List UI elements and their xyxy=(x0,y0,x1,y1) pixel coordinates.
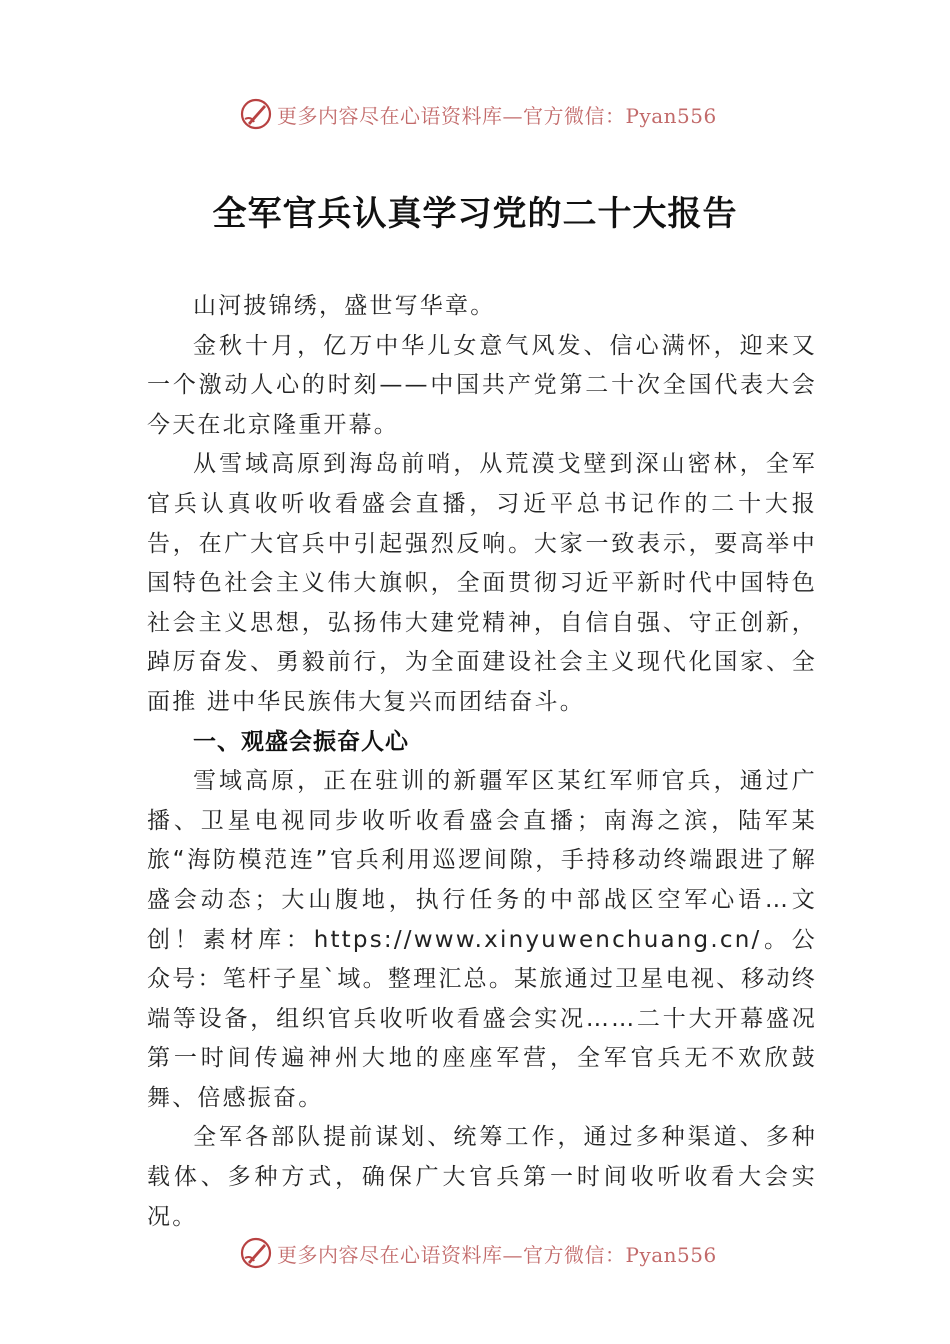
section-heading: 一、观盛会振奋人心 xyxy=(193,728,409,755)
quill-logo-icon xyxy=(239,97,273,131)
paragraph: 雪域高原，正在驻训的新疆军区某红军师官兵，通过广播、卫星电视同步收听收看盛会直播；南海之滨，陆军某旅“海防模范连”官兵利用巡逻间隙，手持移动终端跟进了解盛会动态；大山腹地，执行任务的中部战区空军心语…文创！素材库：https://www.xinyuwenchuang.cn/。公众号：笔杆子星`域。整理汇总。某旅通过卫星电视、移动终端等设备，组织官兵收听收看盛会实况……二十大开幕盛况第一时间传遍神州大地的座座军营，全军官兵无不欢欣鼓舞、倍感振奋。 xyxy=(147,768,817,1111)
paragraph: 山河披锦绣，盛世写华章。 xyxy=(193,293,496,319)
document-body xyxy=(147,287,817,1237)
document-title: 全军官兵认真学习党的二十大报告 xyxy=(212,194,738,234)
header-banner-text: 更多内容尽在心语资料库—官方微信：Pyan556 xyxy=(277,103,717,128)
paragraph: 全军各部队提前谋划、统筹工作，通过多种渠道、多种载体、多种方式，确保广大官兵第一时间收听收看大会实况。 xyxy=(147,1124,817,1230)
footer-banner xyxy=(0,1231,950,1275)
header-banner xyxy=(0,92,950,136)
quill-logo-icon xyxy=(239,1236,273,1270)
footer-banner-text: 更多内容尽在心语资料库—官方微信：Pyan556 xyxy=(277,1242,717,1267)
paragraph: 金秋十月，亿万中华儿女意气风发、信心满怀，迎来又一个激动人心的时刻——中国共产党第二十次全国代表大会今天在北京隆重开幕。 xyxy=(147,332,817,438)
paragraph: 从雪域高原到海岛前哨，从荒漠戈壁到深山密林，全军官兵认真收听收看盛会直播，习近平总书记作的二十大报告，在广大官兵中引起强烈反响。大家一致表示，要高举中国特色社会主义伟大旗帜，全面贯彻习近平新时代中国特色社会主义思想，弘扬伟大建党精神，自信自强、守正创新，踔厉奋发、勇毅前行，为全面建设社会主义现代化国家、全面推 进中华民族伟大复兴而团结奋斗。 xyxy=(147,451,817,715)
